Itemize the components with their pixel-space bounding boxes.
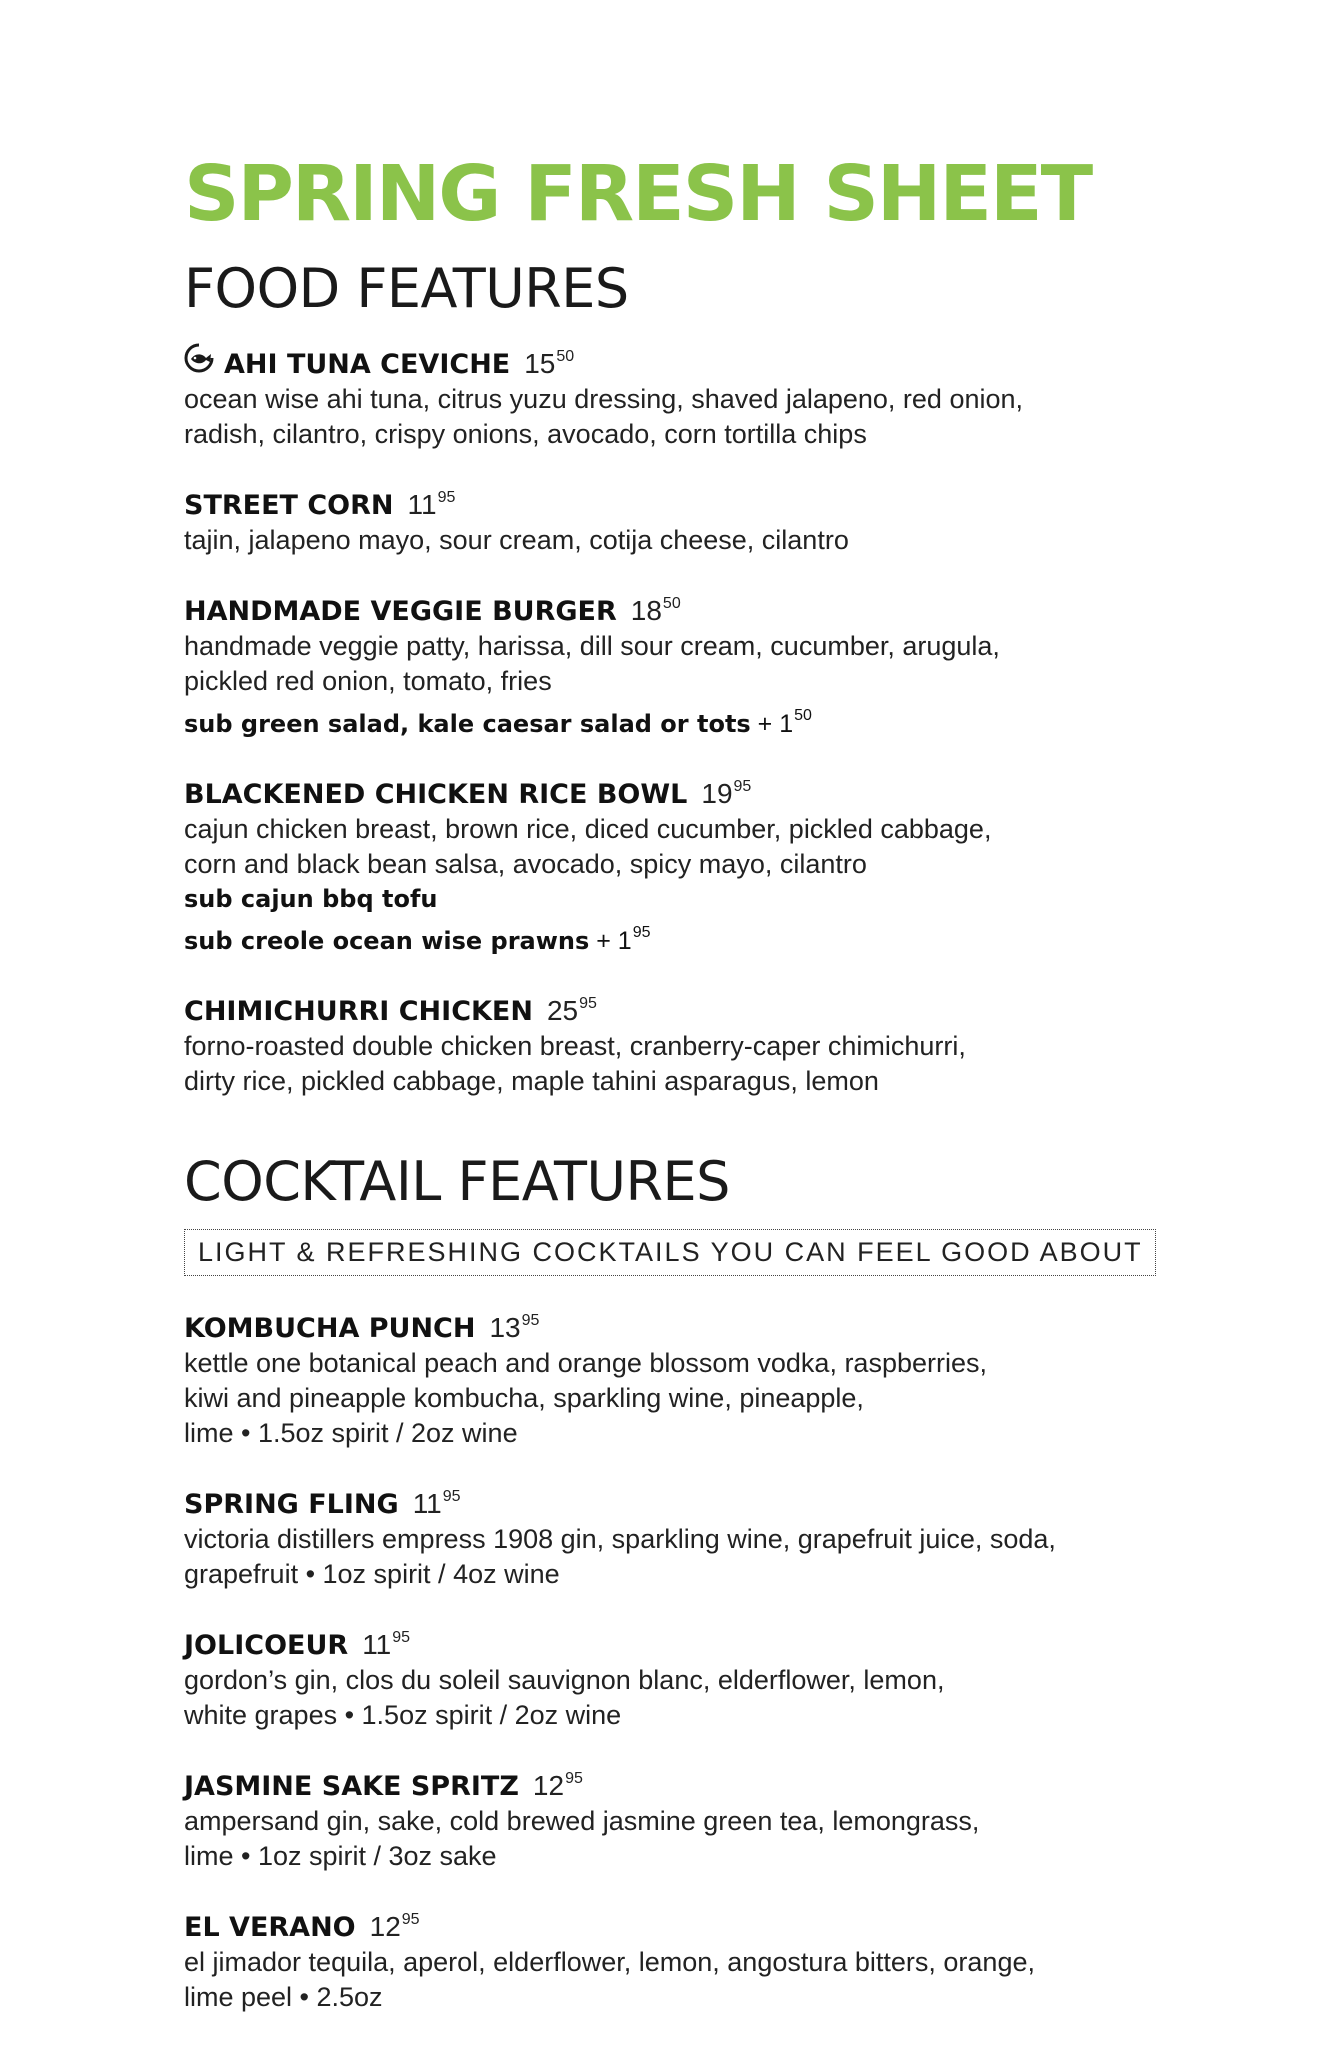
menu-item-name: JASMINE SAKE SPRITZ bbox=[184, 1771, 519, 1802]
menu-page bbox=[184, 150, 1184, 2015]
menu-item-header bbox=[184, 1304, 1184, 1346]
price-cents: 95 bbox=[392, 1629, 411, 1646]
menu-item-description bbox=[184, 382, 1184, 452]
ocean-wise-fish-icon bbox=[184, 343, 214, 373]
menu-item-name: STREET CORN bbox=[184, 490, 394, 521]
description-line: kettle one botanical peach and orange blossom vodka, raspberries, bbox=[184, 1348, 987, 1378]
price-cents: 95 bbox=[733, 778, 752, 795]
menu-item-name: BLACKENED CHICKEN RICE BOWL bbox=[184, 779, 688, 810]
menu-item-name: KOMBUCHA PUNCH bbox=[184, 1313, 476, 1344]
menu-item-description bbox=[184, 523, 1184, 558]
substitution-option bbox=[184, 916, 1184, 958]
cocktail-features-heading: COCKTAIL FEATURES bbox=[184, 1150, 730, 1213]
price-dollars: 12 bbox=[369, 1911, 401, 1942]
description-line: ampersand gin, sake, cold brewed jasmine green tea, lemongrass, bbox=[184, 1806, 980, 1836]
food-features-heading: FOOD FEATURES bbox=[184, 257, 629, 320]
menu-item-name: EL VERANO bbox=[184, 1912, 356, 1943]
price-cents: 95 bbox=[442, 1488, 461, 1505]
menu-item bbox=[184, 1762, 1184, 1874]
menu-item-header bbox=[184, 1762, 1184, 1804]
price-cents: 95 bbox=[401, 1911, 420, 1928]
menu-item-price bbox=[362, 1621, 410, 1662]
menu-item-header bbox=[184, 340, 1184, 382]
menu-item-name: HANDMADE VEGGIE BURGER bbox=[184, 596, 617, 627]
price-cents: 95 bbox=[437, 489, 456, 506]
page-title: SPRING FRESH SHEET bbox=[184, 150, 1092, 239]
menu-item-name: CHIMICHURRI CHICKEN bbox=[184, 996, 533, 1027]
price-dollars: 11 bbox=[412, 1488, 442, 1519]
substitution-text: sub cajun bbq tofu bbox=[184, 885, 438, 913]
description-line: handmade veggie patty, harissa, dill sour cream, cucumber, arugula, bbox=[184, 631, 1000, 661]
price-dollars: 11 bbox=[407, 489, 437, 520]
substitution-text: sub green salad, kale caesar salad or tots bbox=[184, 710, 751, 738]
menu-item bbox=[184, 770, 1184, 958]
description-line: forno-roasted double chicken breast, cranberry-caper chimichurri, bbox=[184, 1031, 966, 1061]
description-line: cajun chicken breast, brown rice, diced cucumber, pickled cabbage, bbox=[184, 814, 992, 844]
description-line: radish, cilantro, crispy onions, avocado, corn tortilla chips bbox=[184, 419, 867, 449]
price-dollars: 11 bbox=[362, 1629, 392, 1660]
menu-item-description bbox=[184, 1663, 1184, 1733]
upcharge-cents: 50 bbox=[794, 707, 812, 724]
menu-item-description bbox=[184, 812, 1184, 882]
menu-item bbox=[184, 340, 1184, 452]
price-cents: 50 bbox=[556, 348, 575, 365]
description-line: corn and black bean salsa, avocado, spicy mayo, cilantro bbox=[184, 849, 867, 879]
menu-item-price bbox=[408, 481, 456, 522]
menu-item-description bbox=[184, 629, 1184, 699]
description-line: tajin, jalapeno mayo, sour cream, cotija cheese, cilantro bbox=[184, 525, 849, 555]
menu-item-price bbox=[701, 770, 751, 811]
description-line: lime peel • 2.5oz bbox=[184, 1982, 383, 2012]
menu-item bbox=[184, 987, 1184, 1099]
description-line: lime • 1oz spirit / 3oz sake bbox=[184, 1841, 497, 1871]
cocktail-list bbox=[184, 1304, 1184, 2015]
menu-item bbox=[184, 1903, 1184, 2015]
menu-item-price bbox=[524, 340, 574, 381]
substitution-upcharge: + 1 bbox=[596, 927, 632, 955]
description-line: victoria distillers empress 1908 gin, sparkling wine, grapefruit juice, soda, bbox=[184, 1524, 1056, 1554]
price-dollars: 19 bbox=[701, 778, 733, 809]
menu-item-description bbox=[184, 1804, 1184, 1874]
upcharge-cents: 95 bbox=[632, 924, 651, 941]
menu-item-header bbox=[184, 770, 1184, 812]
description-line: pickled red onion, tomato, fries bbox=[184, 666, 552, 696]
substitution-option bbox=[184, 699, 1184, 741]
description-line: ocean wise ahi tuna, citrus yuzu dressing, shaved jalapeno, red onion, bbox=[184, 384, 1024, 414]
menu-item bbox=[184, 1621, 1184, 1733]
cocktail-tagline: LIGHT & REFRESHING COCKTAILS YOU CAN FEEL GOOD ABOUT bbox=[184, 1229, 1156, 1276]
menu-item-name: AHI TUNA CEVICHE bbox=[224, 349, 511, 380]
menu-item-price bbox=[489, 1304, 539, 1345]
menu-item-header bbox=[184, 481, 1184, 523]
menu-item-description bbox=[184, 1029, 1184, 1099]
menu-item-header bbox=[184, 1480, 1184, 1522]
menu-item-header bbox=[184, 587, 1184, 629]
food-list bbox=[184, 340, 1184, 1099]
price-cents: 95 bbox=[521, 1312, 540, 1329]
menu-item-description bbox=[184, 1346, 1184, 1451]
price-dollars: 25 bbox=[546, 995, 579, 1026]
description-line: el jimador tequila, aperol, elderflower, lemon, angostura bitters, orange, bbox=[184, 1947, 1035, 1977]
menu-item-description bbox=[184, 1945, 1184, 2015]
substitution-option bbox=[184, 882, 1184, 916]
description-line: white grapes • 1.5oz spirit / 2oz wine bbox=[184, 1700, 622, 1730]
menu-item bbox=[184, 1304, 1184, 1451]
menu-item-price bbox=[370, 1903, 420, 1944]
menu-item-description bbox=[184, 1522, 1184, 1592]
menu-item-price bbox=[413, 1480, 461, 1521]
price-cents: 50 bbox=[662, 595, 681, 612]
description-line: grapefruit • 1oz spirit / 4oz wine bbox=[184, 1559, 560, 1589]
menu-item-header bbox=[184, 987, 1184, 1029]
price-dollars: 18 bbox=[630, 595, 662, 626]
menu-item-price bbox=[631, 587, 681, 628]
price-dollars: 15 bbox=[524, 348, 556, 379]
description-line: lime • 1.5oz spirit / 2oz wine bbox=[184, 1418, 518, 1448]
price-cents: 95 bbox=[565, 1770, 583, 1787]
description-line: dirty rice, pickled cabbage, maple tahini asparagus, lemon bbox=[184, 1066, 879, 1096]
menu-item-price bbox=[533, 1762, 583, 1803]
price-dollars: 12 bbox=[532, 1770, 565, 1801]
substitution-upcharge: + 1 bbox=[757, 710, 794, 738]
description-line: gordon’s gin, clos du soleil sauvignon blanc, elderflower, lemon, bbox=[184, 1665, 945, 1695]
menu-item bbox=[184, 1480, 1184, 1592]
menu-item-name: SPRING FLING bbox=[184, 1489, 399, 1520]
menu-item-header bbox=[184, 1621, 1184, 1663]
substitution-text: sub creole ocean wise prawns bbox=[184, 927, 590, 955]
menu-item-header bbox=[184, 1903, 1184, 1945]
price-cents: 95 bbox=[579, 995, 597, 1012]
menu-item bbox=[184, 481, 1184, 558]
menu-item bbox=[184, 587, 1184, 741]
menu-item-name: JOLICOEUR bbox=[184, 1630, 349, 1661]
price-dollars: 13 bbox=[489, 1312, 521, 1343]
description-line: kiwi and pineapple kombucha, sparkling wine, pineapple, bbox=[184, 1383, 864, 1413]
menu-item-price bbox=[547, 987, 597, 1028]
